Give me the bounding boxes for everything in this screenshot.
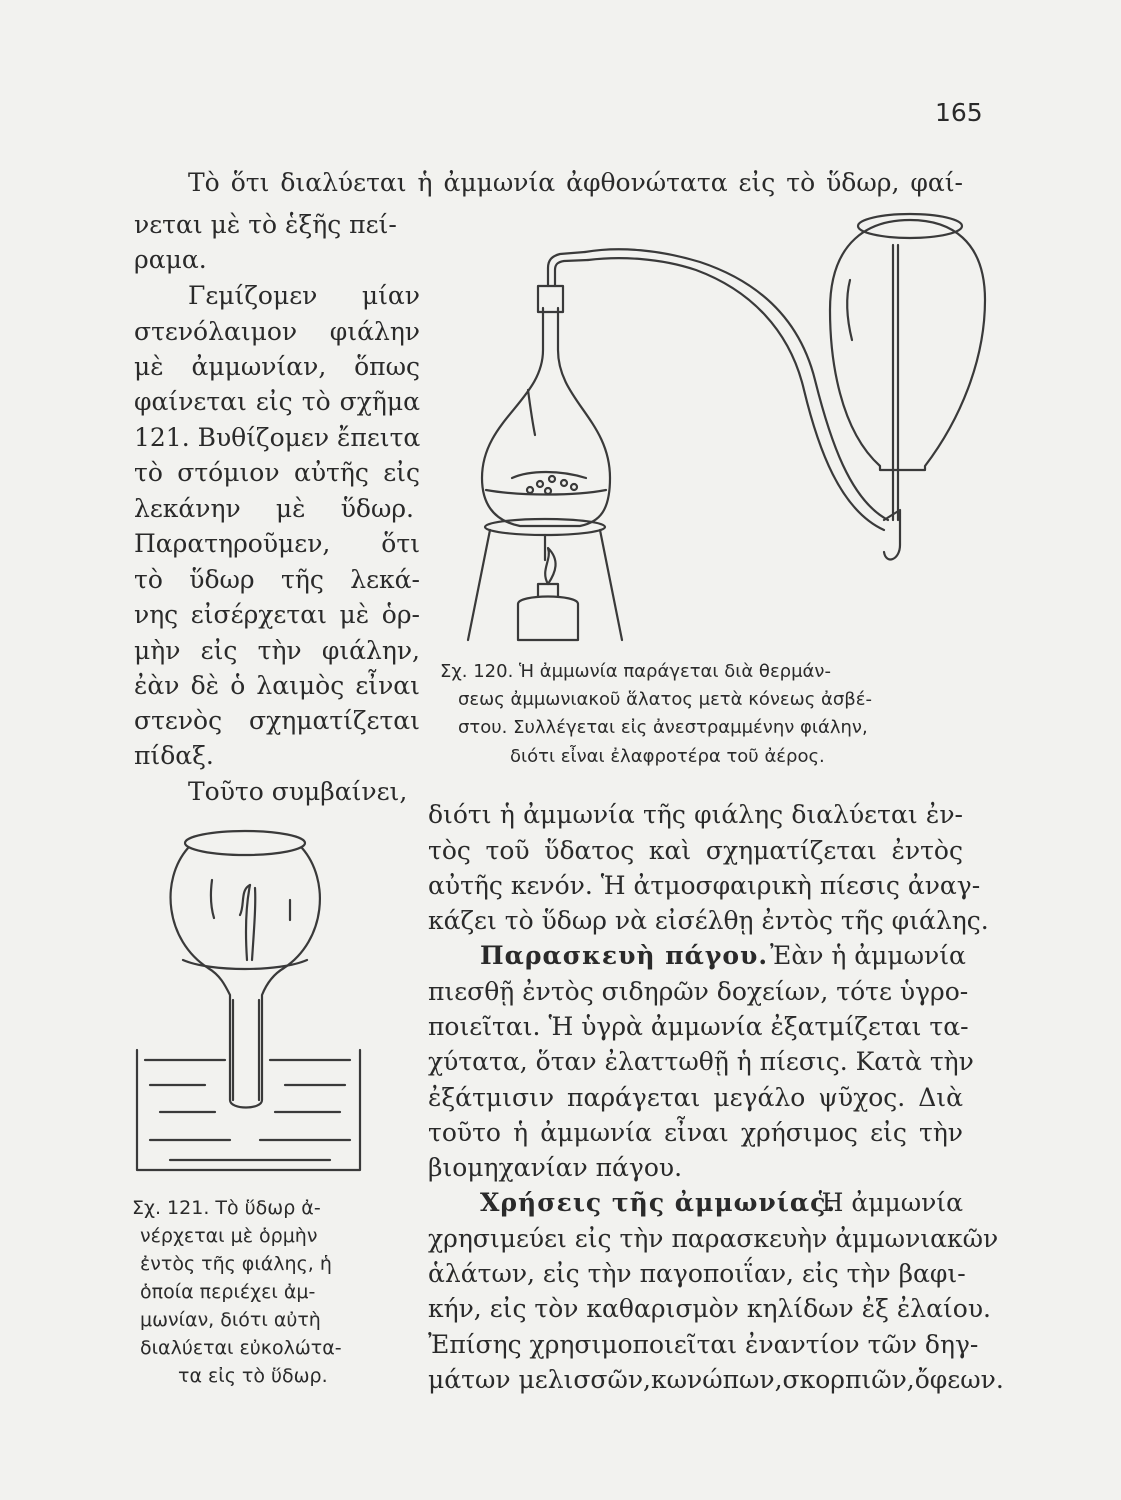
text-line: Γεμίζομεν μίαν <box>188 281 420 310</box>
text-line: ἐὰν δὲ ὁ λαιμὸς εἶναι <box>134 671 420 700</box>
text-line: μάτων μελισσῶν,κωνώπων,σκορπιῶν,ὄφεων. <box>428 1365 1004 1394</box>
text-line: νης εἰσέρχεται μὲ ὁρ- <box>134 600 420 629</box>
figure-120-caption-line: σεως ἀμμωνιακοῦ ἅλατος μετὰ κόνεως ἀσβέ- <box>458 689 872 710</box>
text-line: κήν, εἰς τὸν καθαρισμὸν κηλίδων ἐξ ἐλαίου. <box>428 1294 991 1323</box>
fountain-flask-icon <box>171 831 320 1108</box>
caption-line: νέρχεται μὲ ὁρμὴν <box>140 1225 318 1247</box>
page-number: 165 <box>935 98 983 127</box>
text-line: τὸ ὕδωρ τῆς λεκά- <box>134 565 420 594</box>
uses-first-line-rest: Ἡ ἀμμωνία <box>818 1188 963 1217</box>
uses-heading-text: Χρήσεις τῆς ἀμμωνίας. <box>480 1188 837 1217</box>
caption-line: ἐντὸς τῆς φιάλης, ἡ <box>140 1253 332 1275</box>
ice-first-line-rest: Ἐὰν ἡ ἀμμωνία <box>770 941 966 970</box>
caption-line: ὁποία περιέχει ἀμ- <box>140 1281 316 1303</box>
text-line: Τοῦτο συμβαίνει, <box>188 777 408 806</box>
intro-line-2: νεται μὲ τὸ ἑξῆς πεί- <box>134 210 397 239</box>
text-line: μὴν εἰς τὴν φιάλην, <box>134 636 420 665</box>
caption-line: τα εἰς τὸ ὕδωρ. <box>178 1365 328 1387</box>
text-line: στενὸς σχηματίζεται <box>134 706 420 735</box>
text-line: αὐτῆς κενόν. Ἡ ἀτμοσφαιρικὴ πίεσις ἀναγ- <box>428 871 981 900</box>
caption-line: διαλύεται εὐκολώτα- <box>140 1337 342 1359</box>
text-line: χρησιμεύει εἰς τὴν παρασκευὴν ἀμμωνιακῶν <box>428 1224 999 1253</box>
text-line: μὲ ἀμμωνίαν, ὅπως <box>134 352 420 381</box>
text-line: βιομηχανίαν πάγου. <box>428 1153 683 1182</box>
ice-heading-text: Παρασκευὴ πάγου. <box>480 941 769 970</box>
text-line: κάζει τὸ ὕδωρ νὰ εἰσέλθῃ ἐντὸς τῆς φιάλης. <box>428 906 989 935</box>
text-line: ποιεῖται. Ἡ ὑγρὰ ἀμμωνία ἐξατμίζεται τα- <box>428 1012 969 1041</box>
text-line: χύτατα, ὅταν ἐλαττωθῇ ἡ πίεσις. Κατὰ τὴν <box>428 1047 974 1076</box>
text-line: πιεσθῇ ἐντὸς σιδηρῶν δοχείων, τότε ὑγρο- <box>428 977 969 1006</box>
figure-120-caption-line: στου. Συλλέγεται εἰς ἀνεστραμμένην φιάλην, <box>458 717 868 738</box>
caption-line: Σχ. 121. Τὸ ὕδωρ ἀ- <box>132 1197 321 1219</box>
text-line: πίδαξ. <box>134 741 214 770</box>
intro-line-3: ραμα. <box>134 245 207 274</box>
text-line: ἁλάτων, εἰς τὴν παγοποιΐαν, εἰς τὴν βαφι- <box>428 1259 966 1288</box>
figure-120-caption-line: Σχ. 120. Ἡ ἀμμωνία παράγεται διὰ θερμάν- <box>440 661 831 682</box>
text-line: διότι ἡ ἀμμωνία τῆς φιάλης διαλύεται ἐν- <box>428 800 963 829</box>
text-line: Ἐπίσης χρησιμοποιεῖται ἐναντίον τῶν δηγ- <box>428 1330 979 1359</box>
intro-line-1: Τὸ ὅτι διαλύεται ἡ ἀμμωνία ἀφθονώτατα εἰς τὸ ὕδωρ, φαί- <box>188 168 963 197</box>
caption-line: μωνίαν, διότι αὐτὴ <box>140 1309 321 1331</box>
text-line: φαίνεται εἰς τὸ σχῆμα <box>134 387 420 416</box>
text-line: στενόλαιμον φιάλην <box>134 317 420 346</box>
water-basin-icon <box>137 1050 360 1170</box>
text-line: 121. Βυθίζομεν ἔπειτα <box>134 423 421 452</box>
text-line: ἐξάτμισιν παράγεται μεγάλο ψῦχος. Διὰ <box>428 1083 963 1112</box>
text-line: τὸς τοῦ ὕδατος καὶ σχηματίζεται ἐντὸς <box>428 836 963 865</box>
figure-120-caption-line: διότι εἶναι ἐλαφροτέρα τοῦ ἀέρος. <box>510 746 825 767</box>
text-line: Παρατηροῦμεν, ὅτι <box>134 529 420 558</box>
text-line: τὸ στόμιον αὐτῆς εἰς <box>134 458 420 487</box>
text-line: τοῦτο ἡ ἀμμωνία εἶναι χρήσιμος εἰς τὴν <box>428 1118 963 1147</box>
text-line: λεκάνην μὲ ὕδωρ. <box>134 494 414 523</box>
